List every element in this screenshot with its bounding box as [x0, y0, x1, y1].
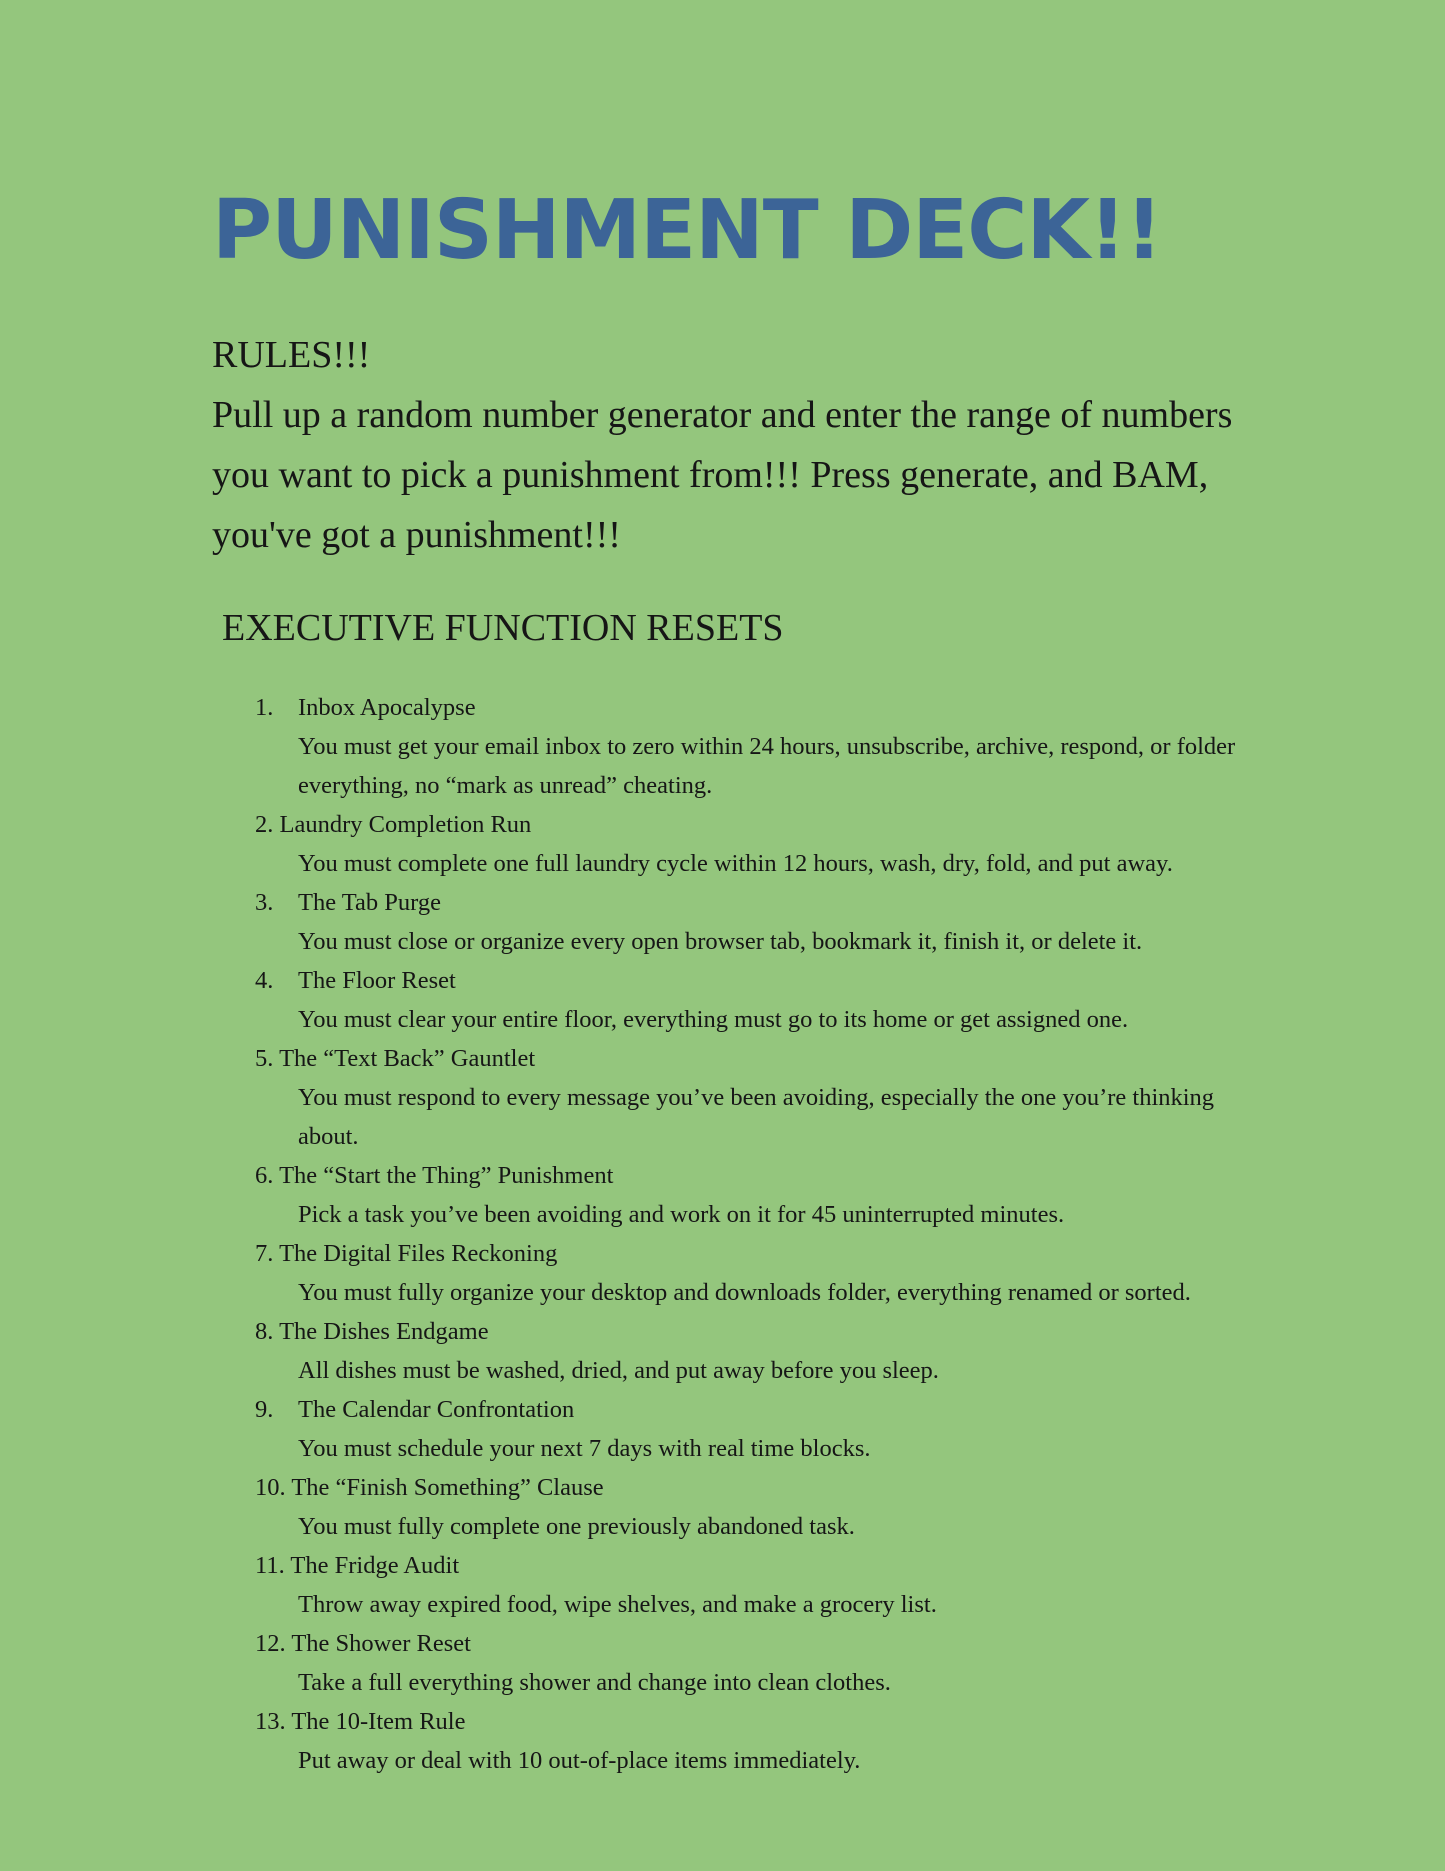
list-item — [255, 805, 1255, 883]
item-title-text: The Digital Files Reckoning — [279, 1240, 558, 1267]
page-title: PUNISHMENT DECK!! — [212, 183, 1162, 278]
item-title-text: The Floor Reset — [298, 967, 456, 994]
item-title-text: Inbox Apocalypse — [298, 694, 476, 721]
item-title-text: The Dishes Endgame — [279, 1318, 489, 1345]
item-number: 13. — [255, 1708, 286, 1735]
item-title — [255, 1039, 1255, 1078]
item-title — [255, 1468, 1255, 1507]
item-description: You must schedule your next 7 days with real time blocks. — [298, 1435, 871, 1462]
list-item — [255, 1468, 1255, 1546]
list-item — [255, 1702, 1255, 1780]
list-item — [255, 961, 1255, 1039]
rules-text: Pull up a random number generator and enter the range of numbers you want to pick a punishment from!!! Press generate, and BAM, you've got a punishment!!! — [212, 394, 1233, 556]
item-title — [255, 1546, 1255, 1585]
item-title-text: Laundry Completion Run — [279, 811, 532, 838]
item-title — [255, 1312, 1255, 1351]
item-description: You must fully complete one previously abandoned task. — [298, 1513, 855, 1540]
item-title-text: The Shower Reset — [291, 1630, 471, 1657]
item-description: You must get your email inbox to zero within 24 hours, unsubscribe, archive, respond, or folder everything, no “mark as unread” cheating. — [298, 733, 1236, 799]
list-item — [255, 883, 1255, 961]
item-number: 3. — [255, 889, 274, 916]
rules-block — [212, 325, 1272, 565]
punishment-list — [255, 688, 1255, 1780]
item-title-text: The “Finish Something” Clause — [291, 1474, 604, 1501]
list-item — [255, 688, 1255, 805]
item-description: Throw away expired food, wipe shelves, and make a grocery list. — [298, 1591, 937, 1618]
item-title-text: The Tab Purge — [298, 889, 441, 916]
item-title — [255, 1390, 1255, 1429]
item-number: 7. — [255, 1240, 274, 1267]
list-item — [255, 1546, 1255, 1624]
list-item — [255, 1390, 1255, 1468]
item-title — [255, 688, 1255, 727]
item-title — [255, 1156, 1255, 1195]
item-description: Take a full everything shower and change into clean clothes. — [298, 1669, 891, 1696]
list-item — [255, 1624, 1255, 1702]
rules-heading: RULES!!! — [212, 334, 371, 376]
item-title-text: The Calendar Confrontation — [298, 1396, 575, 1423]
item-number: 12. — [255, 1630, 286, 1657]
item-number: 4. — [255, 967, 274, 994]
item-title-text: The 10-Item Rule — [291, 1708, 466, 1735]
item-number: 5. — [255, 1045, 274, 1072]
list-item — [255, 1039, 1255, 1156]
item-description: You must respond to every message you’ve been avoiding, especially the one you’re thinking about. — [298, 1084, 1215, 1150]
item-number: 8. — [255, 1318, 274, 1345]
item-description: Put away or deal with 10 out-of-place items immediately. — [298, 1747, 861, 1774]
item-title — [255, 1624, 1255, 1663]
item-description: Pick a task you’ve been avoiding and work on it for 45 uninterrupted minutes. — [298, 1201, 1065, 1228]
item-description: All dishes must be washed, dried, and put away before you sleep. — [298, 1357, 939, 1384]
list-item — [255, 1156, 1255, 1234]
item-number: 11. — [255, 1552, 285, 1579]
item-title — [255, 1702, 1255, 1741]
item-title — [255, 1234, 1255, 1273]
item-title — [255, 961, 1255, 1000]
item-title-text: The Fridge Audit — [290, 1552, 460, 1579]
item-number: 1. — [255, 694, 274, 721]
item-description: You must clear your entire floor, everything must go to its home or get assigned one. — [298, 1006, 1129, 1033]
item-description: You must complete one full laundry cycle within 12 hours, wash, dry, fold, and put away. — [298, 850, 1173, 877]
item-description: You must close or organize every open browser tab, bookmark it, finish it, or delete it. — [298, 928, 1143, 955]
item-title — [255, 883, 1255, 922]
item-number: 6. — [255, 1162, 274, 1189]
item-title — [255, 805, 1255, 844]
item-title-text: The “Start the Thing” Punishment — [279, 1162, 614, 1189]
list-item — [255, 1234, 1255, 1312]
item-number: 10. — [255, 1474, 286, 1501]
item-title-text: The “Text Back” Gauntlet — [279, 1045, 536, 1072]
item-number: 2. — [255, 811, 274, 838]
section-heading: EXECUTIVE FUNCTION RESETS — [222, 607, 784, 649]
item-number: 9. — [255, 1396, 274, 1423]
item-description: You must fully organize your desktop and downloads folder, everything renamed or sorted. — [298, 1279, 1191, 1306]
list-item — [255, 1312, 1255, 1390]
